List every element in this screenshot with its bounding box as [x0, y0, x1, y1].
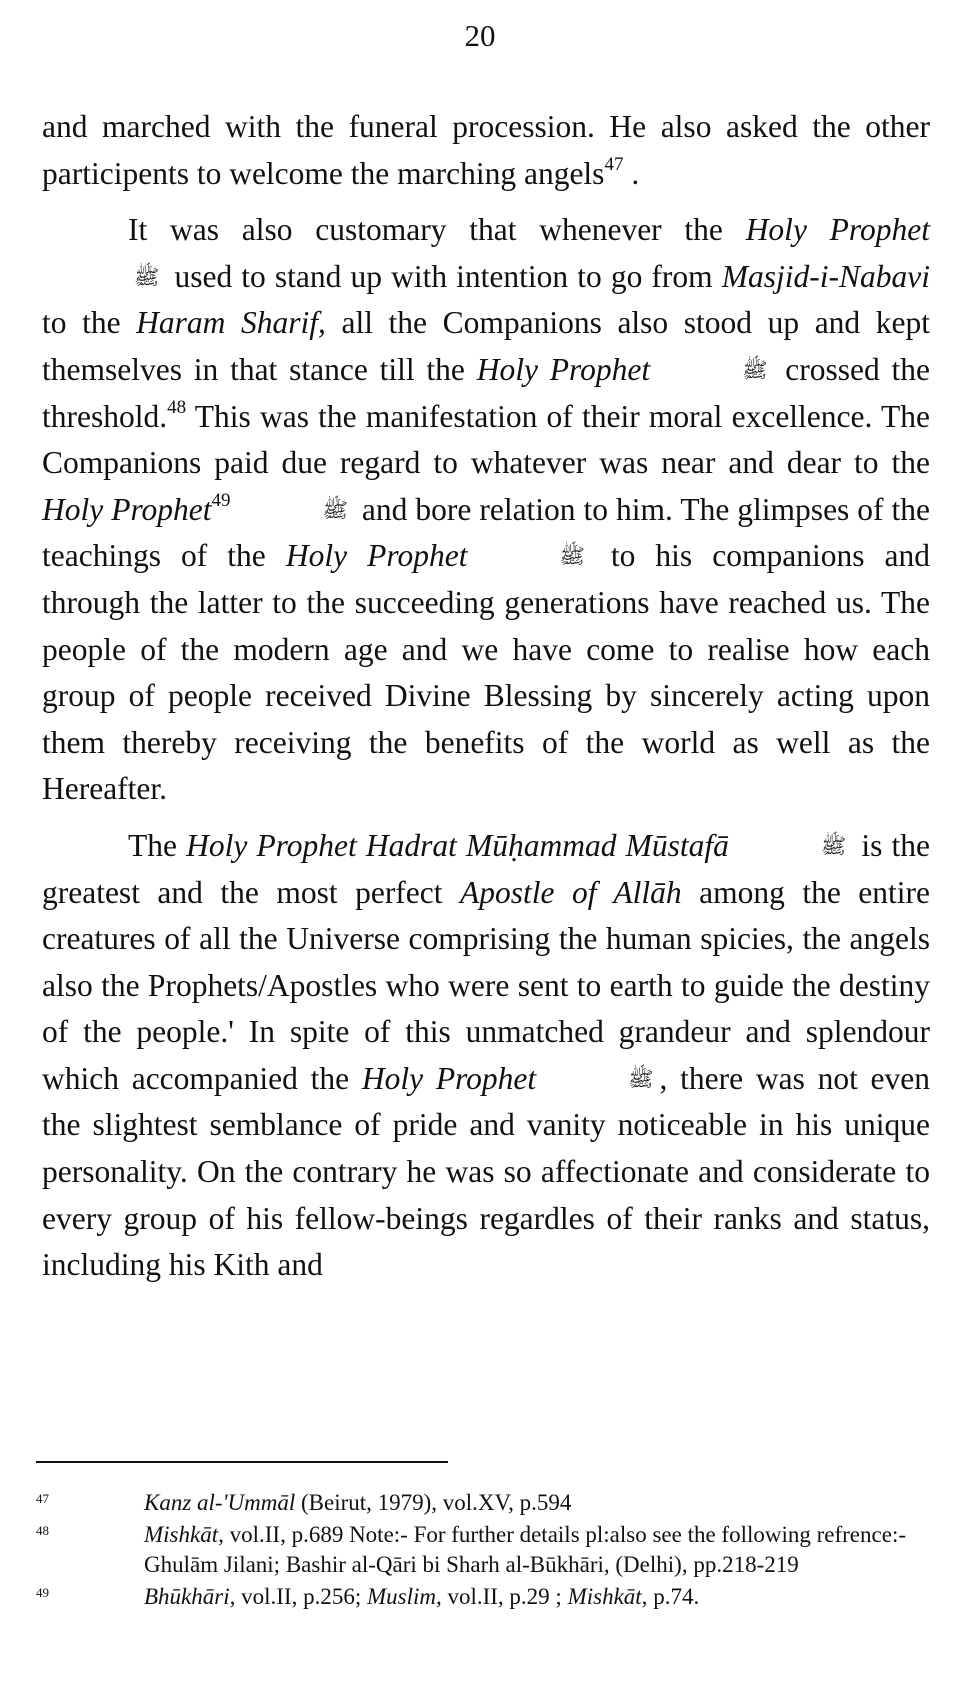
footnote-number: 49	[36, 1585, 49, 1600]
footnote	[36, 1488, 926, 1518]
footnote	[36, 1520, 926, 1580]
paragraph	[42, 104, 930, 197]
italic-term: Bhūkhāri,	[144, 1584, 236, 1609]
text-run: all the Companions also stood up and kept themselves in that stance till the	[42, 305, 930, 387]
italic-term: Mishkāt,	[567, 1584, 648, 1609]
italic-term: Holy Prophet	[476, 351, 651, 387]
salutation-glyph: ﷺ	[820, 833, 847, 858]
text-run: p.74.	[647, 1584, 700, 1609]
paragraph	[42, 823, 930, 1289]
italic-term: Hadrat Mūḥammad Mūstafā	[365, 827, 729, 863]
italic-term: Haram Sharif,	[136, 305, 326, 341]
italic-term: Muslim,	[366, 1584, 442, 1609]
salutation-glyph: ﷺ	[322, 497, 348, 522]
page-number: 20	[464, 18, 496, 53]
paragraph	[42, 207, 930, 813]
italic-term: Kanz al-'Ummāl	[144, 1490, 296, 1515]
italic-term: Mishkāt,	[144, 1522, 224, 1547]
text-run: vol.II, p.689 Note:- For further details pl:also see the following refrence:- Ghulām Jilani; Bashir al-Qāri bi Sharh al-Būkhāri, (Delhi), pp.218-219	[144, 1522, 906, 1577]
footnote-number: 48	[36, 1523, 49, 1538]
footnote-number: 47	[36, 1491, 49, 1506]
text-run: (Beirut, 1979), vol.XV, p.594	[295, 1490, 572, 1515]
text-run: crossed the threshold.	[42, 351, 931, 434]
salutation-glyph: ﷺ	[134, 264, 160, 289]
italic-term: Holy Prophet	[42, 491, 212, 527]
footnote-reference: 47	[604, 153, 624, 175]
body-text	[42, 104, 930, 1289]
text-run: used to stand up with intention to go from	[165, 258, 722, 294]
text-run: is the greatest and the most perfect	[42, 827, 930, 910]
italic-term: Holy Prophet	[186, 827, 357, 863]
footnote	[36, 1582, 926, 1612]
footnote-reference: 48	[167, 396, 187, 418]
footnote-reference: 49	[211, 489, 231, 511]
text-run: among the entire creatures of all the Universe comprising the human spicies, the angels also the Prophets/Apostles who were sent to earth to guide the destiny of the people.' In spite of this unmatched grandeur and splendour which accompanied the	[42, 874, 930, 1096]
text-run: vol.II, p.256;	[235, 1584, 367, 1609]
text-run: , there was not even the slightest semblance of pride and vanity noticeable in his unique personality. On the contrary he was so affectionate and considerate to every group of his fellow-beings regardles of their ranks and status, including his Kith and	[42, 1060, 931, 1283]
italic-term: Holy Prophet	[285, 538, 468, 574]
salutation-glyph: ﷺ	[628, 1066, 654, 1091]
italic-term: Holy Prophet	[745, 212, 930, 248]
text-run	[357, 828, 366, 863]
salutation-glyph: ﷺ	[742, 357, 768, 382]
footnote-divider	[36, 1461, 448, 1463]
text-run: to the	[42, 305, 137, 341]
text-run: vol.II, p.29 ;	[441, 1584, 568, 1609]
text-run: to his companions and through the latter to the succeeding generations have reached us. The people of the modern age and we have come to realise how each group of people received Divine Blessing by sincerely acting upon them thereby receiving the benefits of the world as well as the Hereafter.	[42, 538, 931, 807]
italic-term: Apostle of Allāh	[460, 874, 682, 910]
text-run: It was also customary that whenever the	[128, 212, 746, 248]
italic-term: Holy Prophet	[361, 1060, 537, 1096]
text-run: This was the manifestation of their moral excellence. The Companions paid due regard to whatever was near and dear to the	[42, 398, 930, 481]
salutation-glyph: ﷺ	[559, 544, 585, 569]
footnotes	[36, 1488, 926, 1612]
text-run: and bore relation to him. The glimpses of the teachings of the	[42, 491, 931, 574]
text-run: .	[623, 155, 640, 191]
text-run: The	[128, 827, 187, 863]
text-run: and marched with the funeral procession. He also asked the other participents to welcome the marching angels	[42, 109, 930, 191]
italic-term: Masjid-i-Nabavi	[721, 258, 930, 294]
